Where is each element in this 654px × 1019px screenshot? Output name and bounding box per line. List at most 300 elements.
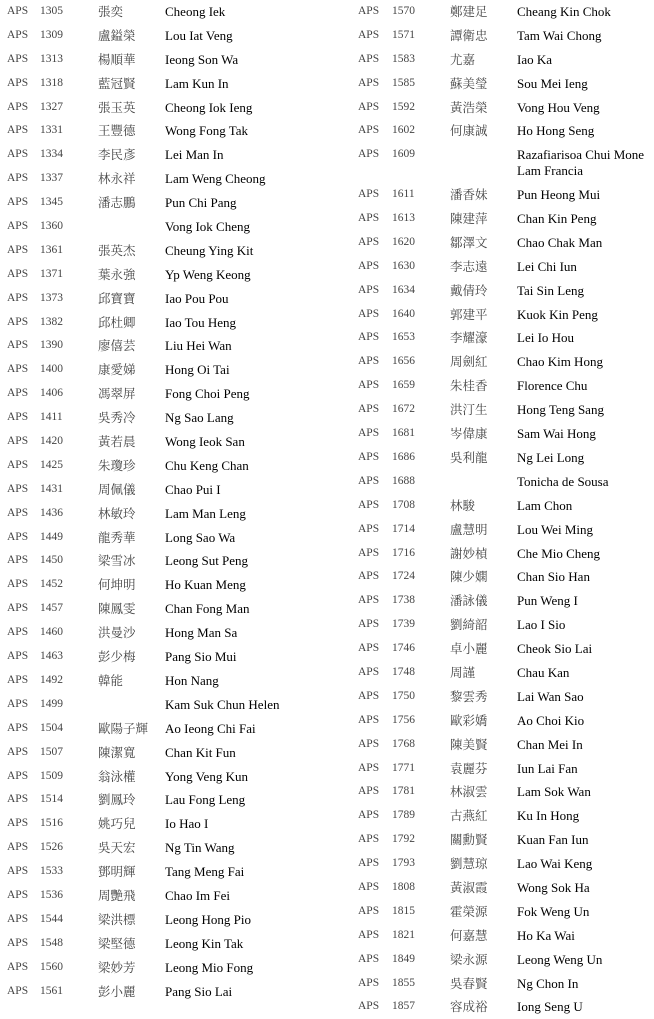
number-cell: 1425 — [40, 458, 63, 471]
table-row — [0, 48, 300, 72]
prefix-cell: APS — [7, 506, 29, 519]
number-cell: 1463 — [40, 650, 63, 663]
chinese-name-cell: 周劍紅 — [450, 354, 488, 370]
number-cell: 1585 — [392, 76, 415, 89]
prefix-cell: APS — [7, 888, 29, 901]
prefix-cell: APS — [7, 291, 29, 304]
english-name-cell: Hon Nang — [165, 672, 219, 688]
number-cell: 1561 — [40, 984, 63, 997]
table-row — [350, 96, 654, 120]
number-cell: 1548 — [40, 936, 63, 949]
number-cell: 1406 — [40, 387, 63, 400]
english-name-cell: Tang Meng Fai — [165, 864, 245, 880]
number-cell: 1602 — [392, 124, 415, 137]
number-cell: 1570 — [392, 5, 415, 17]
english-name-cell: Kuok Kin Peng — [517, 306, 598, 322]
english-name-cell: Kam Suk Chun Helen — [165, 696, 280, 712]
chinese-name-cell: 何康誠 — [450, 123, 488, 139]
number-cell: 1771 — [392, 761, 415, 774]
english-name-cell: Cheung Ying Kit — [165, 242, 254, 258]
chinese-name-cell: 劉鳳玲 — [98, 792, 136, 808]
number-cell: 1640 — [392, 307, 415, 320]
chinese-name-cell: 康愛娣 — [98, 362, 136, 378]
number-cell: 1659 — [392, 379, 415, 392]
table-row — [0, 191, 300, 215]
prefix-cell: APS — [358, 1000, 380, 1013]
english-name-cell: Chan Sio Han — [517, 569, 590, 585]
english-name-cell: Ao Choi Kio — [517, 712, 585, 728]
chinese-name-cell: 梁永源 — [450, 951, 488, 967]
chinese-name-cell: 歐陽子輝 — [98, 720, 149, 736]
chinese-name-cell: 張英杰 — [98, 242, 136, 258]
prefix-cell: APS — [7, 602, 29, 615]
table-row — [0, 0, 300, 24]
prefix-cell: APS — [358, 928, 380, 941]
prefix-cell: APS — [358, 427, 380, 440]
english-name-cell: Long Sao Wa — [165, 529, 236, 545]
english-name-cell: Fong Choi Peng — [165, 386, 250, 402]
prefix-cell: APS — [7, 650, 29, 663]
chinese-name-cell: 王豐德 — [98, 123, 136, 139]
english-name-cell: Lai Wan Sao — [517, 688, 584, 704]
number-cell: 1411 — [40, 411, 63, 424]
chinese-name-cell: 彭小麗 — [98, 983, 136, 999]
chinese-name-cell: 黃淑霞 — [450, 879, 488, 895]
number-cell: 1724 — [392, 570, 415, 583]
english-name-cell: Tai Sin Leng — [517, 282, 584, 298]
number-cell: 1849 — [392, 952, 415, 965]
number-cell: 1855 — [392, 976, 415, 989]
table-row — [0, 454, 300, 478]
number-cell: 1620 — [392, 235, 415, 248]
number-cell: 1571 — [392, 28, 415, 41]
prefix-cell: APS — [358, 283, 380, 296]
prefix-cell: APS — [7, 243, 29, 256]
prefix-cell: APS — [358, 474, 380, 487]
prefix-cell: APS — [358, 355, 380, 368]
chinese-name-cell: 陳美賢 — [450, 736, 488, 752]
prefix-cell: APS — [358, 904, 380, 917]
table-row — [0, 287, 300, 311]
table-row — [350, 231, 654, 255]
english-name-cell: Chan Kit Fun — [165, 744, 236, 760]
chinese-name-cell: 林永祥 — [98, 171, 136, 187]
number-cell: 1583 — [392, 52, 415, 65]
number-cell: 1789 — [392, 809, 415, 822]
chinese-name-cell: 歐彩嬌 — [450, 712, 488, 728]
prefix-cell: APS — [7, 673, 29, 686]
number-cell: 1768 — [392, 737, 415, 750]
table-row — [350, 972, 654, 996]
table-row — [0, 573, 300, 597]
number-cell: 1739 — [392, 618, 415, 631]
english-name-cell: Ho Ka Wai — [517, 927, 575, 943]
number-cell: 1815 — [392, 904, 415, 917]
table-row — [350, 852, 654, 876]
chinese-name-cell: 吳利龍 — [450, 449, 488, 465]
chinese-name-cell: 容成裕 — [450, 999, 488, 1015]
prefix-cell: APS — [358, 188, 380, 201]
chinese-name-cell: 朱瓊珍 — [98, 457, 136, 473]
english-name-cell: Pun Weng I — [517, 593, 578, 609]
table-row — [350, 948, 654, 972]
english-name-cell: Lao Wai Keng — [517, 856, 593, 872]
english-name-cell: Razafiarisoa Chui Mone Lam Francia — [517, 147, 645, 178]
table-row — [0, 119, 300, 143]
chinese-name-cell: 譚衛忠 — [450, 27, 488, 43]
english-name-cell: Iao Pou Pou — [165, 290, 229, 306]
number-cell: 1708 — [392, 498, 415, 511]
table-row — [350, 542, 654, 566]
prefix-cell: APS — [7, 793, 29, 806]
prefix-cell: APS — [358, 785, 380, 798]
table-row — [350, 613, 654, 637]
table-row — [350, 709, 654, 733]
number-cell: 1857 — [392, 1000, 415, 1013]
prefix-cell: APS — [7, 339, 29, 352]
number-cell: 1756 — [392, 713, 415, 726]
table-row — [350, 757, 654, 781]
chinese-name-cell: 陳建萍 — [450, 211, 488, 227]
english-name-cell: Cheong Iok Ieng — [165, 99, 253, 115]
chinese-name-cell: 吳春賢 — [450, 975, 488, 991]
chinese-name-cell: 梁洪標 — [98, 911, 136, 927]
prefix-cell: APS — [358, 259, 380, 272]
table-row — [350, 995, 654, 1019]
number-cell: 1390 — [40, 339, 63, 352]
chinese-name-cell: 劉慧琼 — [450, 856, 488, 872]
prefix-cell: APS — [7, 769, 29, 782]
english-name-cell: Leong Sut Peng — [165, 553, 249, 569]
english-name-cell: Cheang Kin Chok — [517, 4, 611, 19]
chinese-name-cell: 周艷飛 — [98, 887, 136, 903]
number-cell: 1318 — [40, 76, 63, 89]
prefix-cell: APS — [7, 841, 29, 854]
chinese-name-cell: 廖僖芸 — [98, 338, 136, 354]
number-cell: 1748 — [392, 665, 415, 678]
right-column — [350, 0, 654, 1019]
prefix-cell: APS — [358, 713, 380, 726]
number-cell: 1808 — [392, 880, 415, 893]
prefix-cell: APS — [358, 976, 380, 989]
number-cell: 1613 — [392, 212, 415, 225]
chinese-name-cell: 姚巧兒 — [98, 816, 136, 832]
english-name-cell: Lei Chi Iun — [517, 258, 577, 274]
number-cell: 1516 — [40, 817, 63, 830]
english-name-cell: Sam Wai Hong — [517, 426, 596, 442]
number-cell: 1371 — [40, 267, 63, 280]
table-row — [0, 502, 300, 526]
prefix-cell: APS — [358, 331, 380, 344]
number-cell: 1509 — [40, 769, 63, 782]
english-name-cell: Pun Heong Mui — [517, 187, 601, 203]
number-cell: 1313 — [40, 52, 63, 65]
table-row — [350, 589, 654, 613]
table-row — [0, 167, 300, 191]
prefix-cell: APS — [7, 984, 29, 997]
number-cell: 1681 — [392, 427, 415, 440]
chinese-name-cell: 劉綺韶 — [450, 617, 488, 633]
table-row — [350, 422, 654, 446]
table-row — [0, 908, 300, 932]
table-row — [0, 72, 300, 96]
english-name-cell: Kuan Fan Iun — [517, 832, 589, 848]
number-cell: 1309 — [40, 28, 63, 41]
english-name-cell: Lau Fong Leng — [165, 792, 246, 808]
english-name-cell: Yong Veng Kun — [165, 768, 248, 784]
prefix-cell: APS — [358, 5, 380, 17]
number-cell: 1327 — [40, 100, 63, 113]
chinese-name-cell: 林駿 — [450, 497, 476, 513]
english-name-cell: Iao Tou Heng — [165, 314, 237, 330]
number-cell: 1792 — [392, 833, 415, 846]
chinese-name-cell: 霍榮源 — [450, 903, 488, 919]
number-cell: 1592 — [392, 100, 415, 113]
number-cell: 1305 — [40, 5, 63, 17]
chinese-name-cell: 李耀濠 — [450, 330, 488, 346]
english-name-cell: Tam Wai Chong — [517, 27, 602, 43]
table-row — [0, 526, 300, 550]
number-cell: 1514 — [40, 793, 63, 806]
english-name-cell: Io Hao I — [165, 816, 209, 832]
table-row — [0, 430, 300, 454]
english-name-cell: Hong Man Sa — [165, 625, 238, 641]
chinese-name-cell: 何嘉慧 — [450, 927, 488, 943]
number-cell: 1373 — [40, 291, 63, 304]
table-row — [0, 143, 300, 167]
table-row — [350, 828, 654, 852]
prefix-cell: APS — [358, 594, 380, 607]
table-row — [350, 780, 654, 804]
english-name-cell: Vong Hou Veng — [517, 99, 600, 115]
number-cell: 1345 — [40, 196, 63, 209]
english-name-cell: Leong Weng Un — [517, 951, 603, 967]
table-row — [0, 741, 300, 765]
number-cell: 1382 — [40, 315, 63, 328]
chinese-name-cell: 翁泳權 — [98, 768, 136, 784]
chinese-name-cell: 馮翠屏 — [98, 386, 136, 402]
prefix-cell: APS — [7, 196, 29, 209]
number-cell: 1656 — [392, 355, 415, 368]
chinese-name-cell: 關勳賢 — [450, 832, 488, 848]
table-row — [350, 0, 654, 24]
table-row — [350, 183, 654, 207]
english-name-cell: Vong Iok Cheng — [165, 219, 250, 235]
number-cell: 1536 — [40, 888, 63, 901]
number-cell: 1526 — [40, 841, 63, 854]
table-row — [0, 263, 300, 287]
number-cell: 1714 — [392, 522, 415, 535]
prefix-cell: APS — [358, 212, 380, 225]
table-row — [0, 765, 300, 789]
number-cell: 1361 — [40, 243, 63, 256]
table-row — [0, 956, 300, 980]
english-name-cell: Chu Keng Chan — [165, 457, 249, 473]
prefix-cell: APS — [358, 665, 380, 678]
table-row — [0, 788, 300, 812]
english-name-cell: Ng Sao Lang — [165, 410, 234, 426]
chinese-name-cell: 洪曼沙 — [98, 625, 136, 641]
prefix-cell: APS — [7, 960, 29, 973]
prefix-cell: APS — [358, 546, 380, 559]
chinese-name-cell: 盧鎰榮 — [98, 27, 136, 43]
prefix-cell: APS — [358, 498, 380, 511]
english-name-cell: Fok Weng Un — [517, 903, 590, 919]
table-row — [0, 645, 300, 669]
table-row — [350, 398, 654, 422]
prefix-cell: APS — [7, 76, 29, 89]
prefix-cell: APS — [358, 76, 380, 89]
table-row — [0, 621, 300, 645]
english-name-cell: Ng Tin Wang — [165, 840, 235, 856]
table-row — [350, 685, 654, 709]
prefix-cell: APS — [7, 817, 29, 830]
chinese-name-cell: 梁妙芳 — [98, 959, 136, 975]
english-name-cell: Pun Chi Pang — [165, 195, 237, 211]
number-cell: 1400 — [40, 363, 63, 376]
table-row — [350, 303, 654, 327]
english-name-cell: Iong Seng U — [517, 999, 583, 1015]
table-row — [0, 382, 300, 406]
prefix-cell: APS — [358, 761, 380, 774]
number-cell: 1449 — [40, 530, 63, 543]
table-row — [0, 597, 300, 621]
chinese-name-cell: 葉永強 — [98, 266, 136, 282]
chinese-name-cell: 李民彥 — [98, 147, 136, 163]
english-name-cell: Wong Ieok San — [165, 434, 245, 450]
prefix-cell: APS — [358, 52, 380, 65]
number-cell: 1507 — [40, 745, 63, 758]
english-name-cell: Lam Sok Wan — [517, 784, 591, 800]
english-name-cell: Lei Io Hou — [517, 330, 575, 346]
prefix-cell: APS — [358, 642, 380, 655]
prefix-cell: APS — [358, 618, 380, 631]
prefix-cell: APS — [7, 220, 29, 233]
chinese-name-cell: 黎雲秀 — [450, 688, 488, 704]
table-row — [0, 239, 300, 263]
prefix-cell: APS — [7, 267, 29, 280]
chinese-name-cell: 邱杜卿 — [98, 314, 136, 330]
left-column — [0, 0, 300, 1003]
table-row — [350, 48, 654, 72]
english-name-cell: Iao Ka — [517, 51, 553, 67]
prefix-cell: APS — [7, 100, 29, 113]
english-name-cell: Chao Im Fei — [165, 887, 230, 903]
number-cell: 1609 — [392, 148, 415, 161]
prefix-cell: APS — [7, 315, 29, 328]
chinese-name-cell: 梁雪冰 — [98, 553, 136, 569]
table-row — [350, 470, 654, 494]
table-row — [0, 24, 300, 48]
table-row — [0, 311, 300, 335]
english-name-cell: Cheong Iek — [165, 4, 226, 19]
prefix-cell: APS — [358, 235, 380, 248]
chinese-name-cell: 楊順華 — [98, 51, 136, 67]
number-cell: 1630 — [392, 259, 415, 272]
english-name-cell: Tonicha de Sousa — [517, 473, 609, 489]
english-name-cell: Chan Mei In — [517, 736, 583, 752]
chinese-name-cell: 周佩儀 — [98, 481, 136, 497]
chinese-name-cell: 鄧明輝 — [98, 864, 136, 880]
chinese-name-cell: 盧慧明 — [450, 521, 488, 537]
chinese-name-cell: 鄒澤文 — [450, 234, 488, 250]
prefix-cell: APS — [7, 530, 29, 543]
prefix-cell: APS — [358, 570, 380, 583]
number-cell: 1688 — [392, 474, 415, 487]
chinese-name-cell: 戴倩玲 — [450, 282, 488, 298]
number-cell: 1460 — [40, 626, 63, 639]
prefix-cell: APS — [7, 363, 29, 376]
number-cell: 1781 — [392, 785, 415, 798]
prefix-cell: APS — [7, 458, 29, 471]
english-name-cell: Chao Chak Man — [517, 234, 603, 250]
table-row — [0, 334, 300, 358]
chinese-name-cell: 陳鳳雯 — [98, 601, 136, 617]
prefix-cell: APS — [7, 435, 29, 448]
table-row — [350, 207, 654, 231]
table-row — [350, 143, 654, 183]
chinese-name-cell: 林淑雲 — [450, 784, 488, 800]
table-row — [0, 96, 300, 120]
table-row — [0, 406, 300, 430]
table-row — [0, 884, 300, 908]
table-row — [350, 924, 654, 948]
chinese-name-cell: 洪汀生 — [450, 402, 488, 418]
english-name-cell: Lou Iat Veng — [165, 27, 233, 43]
table-row — [350, 494, 654, 518]
table-row — [0, 980, 300, 1004]
table-row — [0, 549, 300, 573]
english-name-cell: Ieong Son Wa — [165, 51, 239, 67]
number-cell: 1544 — [40, 912, 63, 925]
prefix-cell: APS — [358, 857, 380, 870]
english-name-cell: Leong Hong Pio — [165, 911, 251, 927]
prefix-cell: APS — [358, 737, 380, 750]
table-row — [350, 518, 654, 542]
english-name-cell: Lam Chon — [517, 497, 573, 513]
prefix-cell: APS — [7, 626, 29, 639]
chinese-name-cell: 黃若晨 — [98, 434, 136, 450]
prefix-cell: APS — [7, 721, 29, 734]
english-name-cell: Wong Sok Ha — [517, 879, 590, 895]
chinese-name-cell: 黃浩榮 — [450, 99, 488, 115]
prefix-cell: APS — [7, 865, 29, 878]
chinese-name-cell: 陳潔寬 — [98, 744, 136, 760]
prefix-cell: APS — [358, 100, 380, 113]
table-row — [350, 637, 654, 661]
chinese-name-cell: 陳少嫻 — [450, 569, 488, 585]
prefix-cell: APS — [7, 124, 29, 137]
number-cell: 1750 — [392, 689, 415, 702]
table-row — [350, 119, 654, 143]
prefix-cell: APS — [358, 952, 380, 965]
chinese-name-cell: 韓能 — [98, 672, 124, 688]
english-name-cell: Ho Hong Seng — [517, 123, 595, 139]
prefix-cell: APS — [7, 912, 29, 925]
table-row — [0, 693, 300, 717]
chinese-name-cell: 郭建平 — [450, 306, 488, 322]
chinese-name-cell: 吳秀冷 — [98, 410, 136, 426]
number-cell: 1634 — [392, 283, 415, 296]
number-cell: 1420 — [40, 435, 63, 448]
chinese-name-cell: 潘志鵬 — [98, 195, 136, 211]
chinese-name-cell: 謝妙楨 — [450, 545, 488, 561]
english-name-cell: Lam Man Leng — [165, 505, 246, 521]
chinese-name-cell: 張奕 — [98, 4, 124, 19]
english-name-cell: Pang Sio Mui — [165, 649, 237, 665]
english-name-cell: Yp Weng Keong — [165, 266, 251, 282]
english-name-cell: Ho Kuan Meng — [165, 577, 246, 593]
